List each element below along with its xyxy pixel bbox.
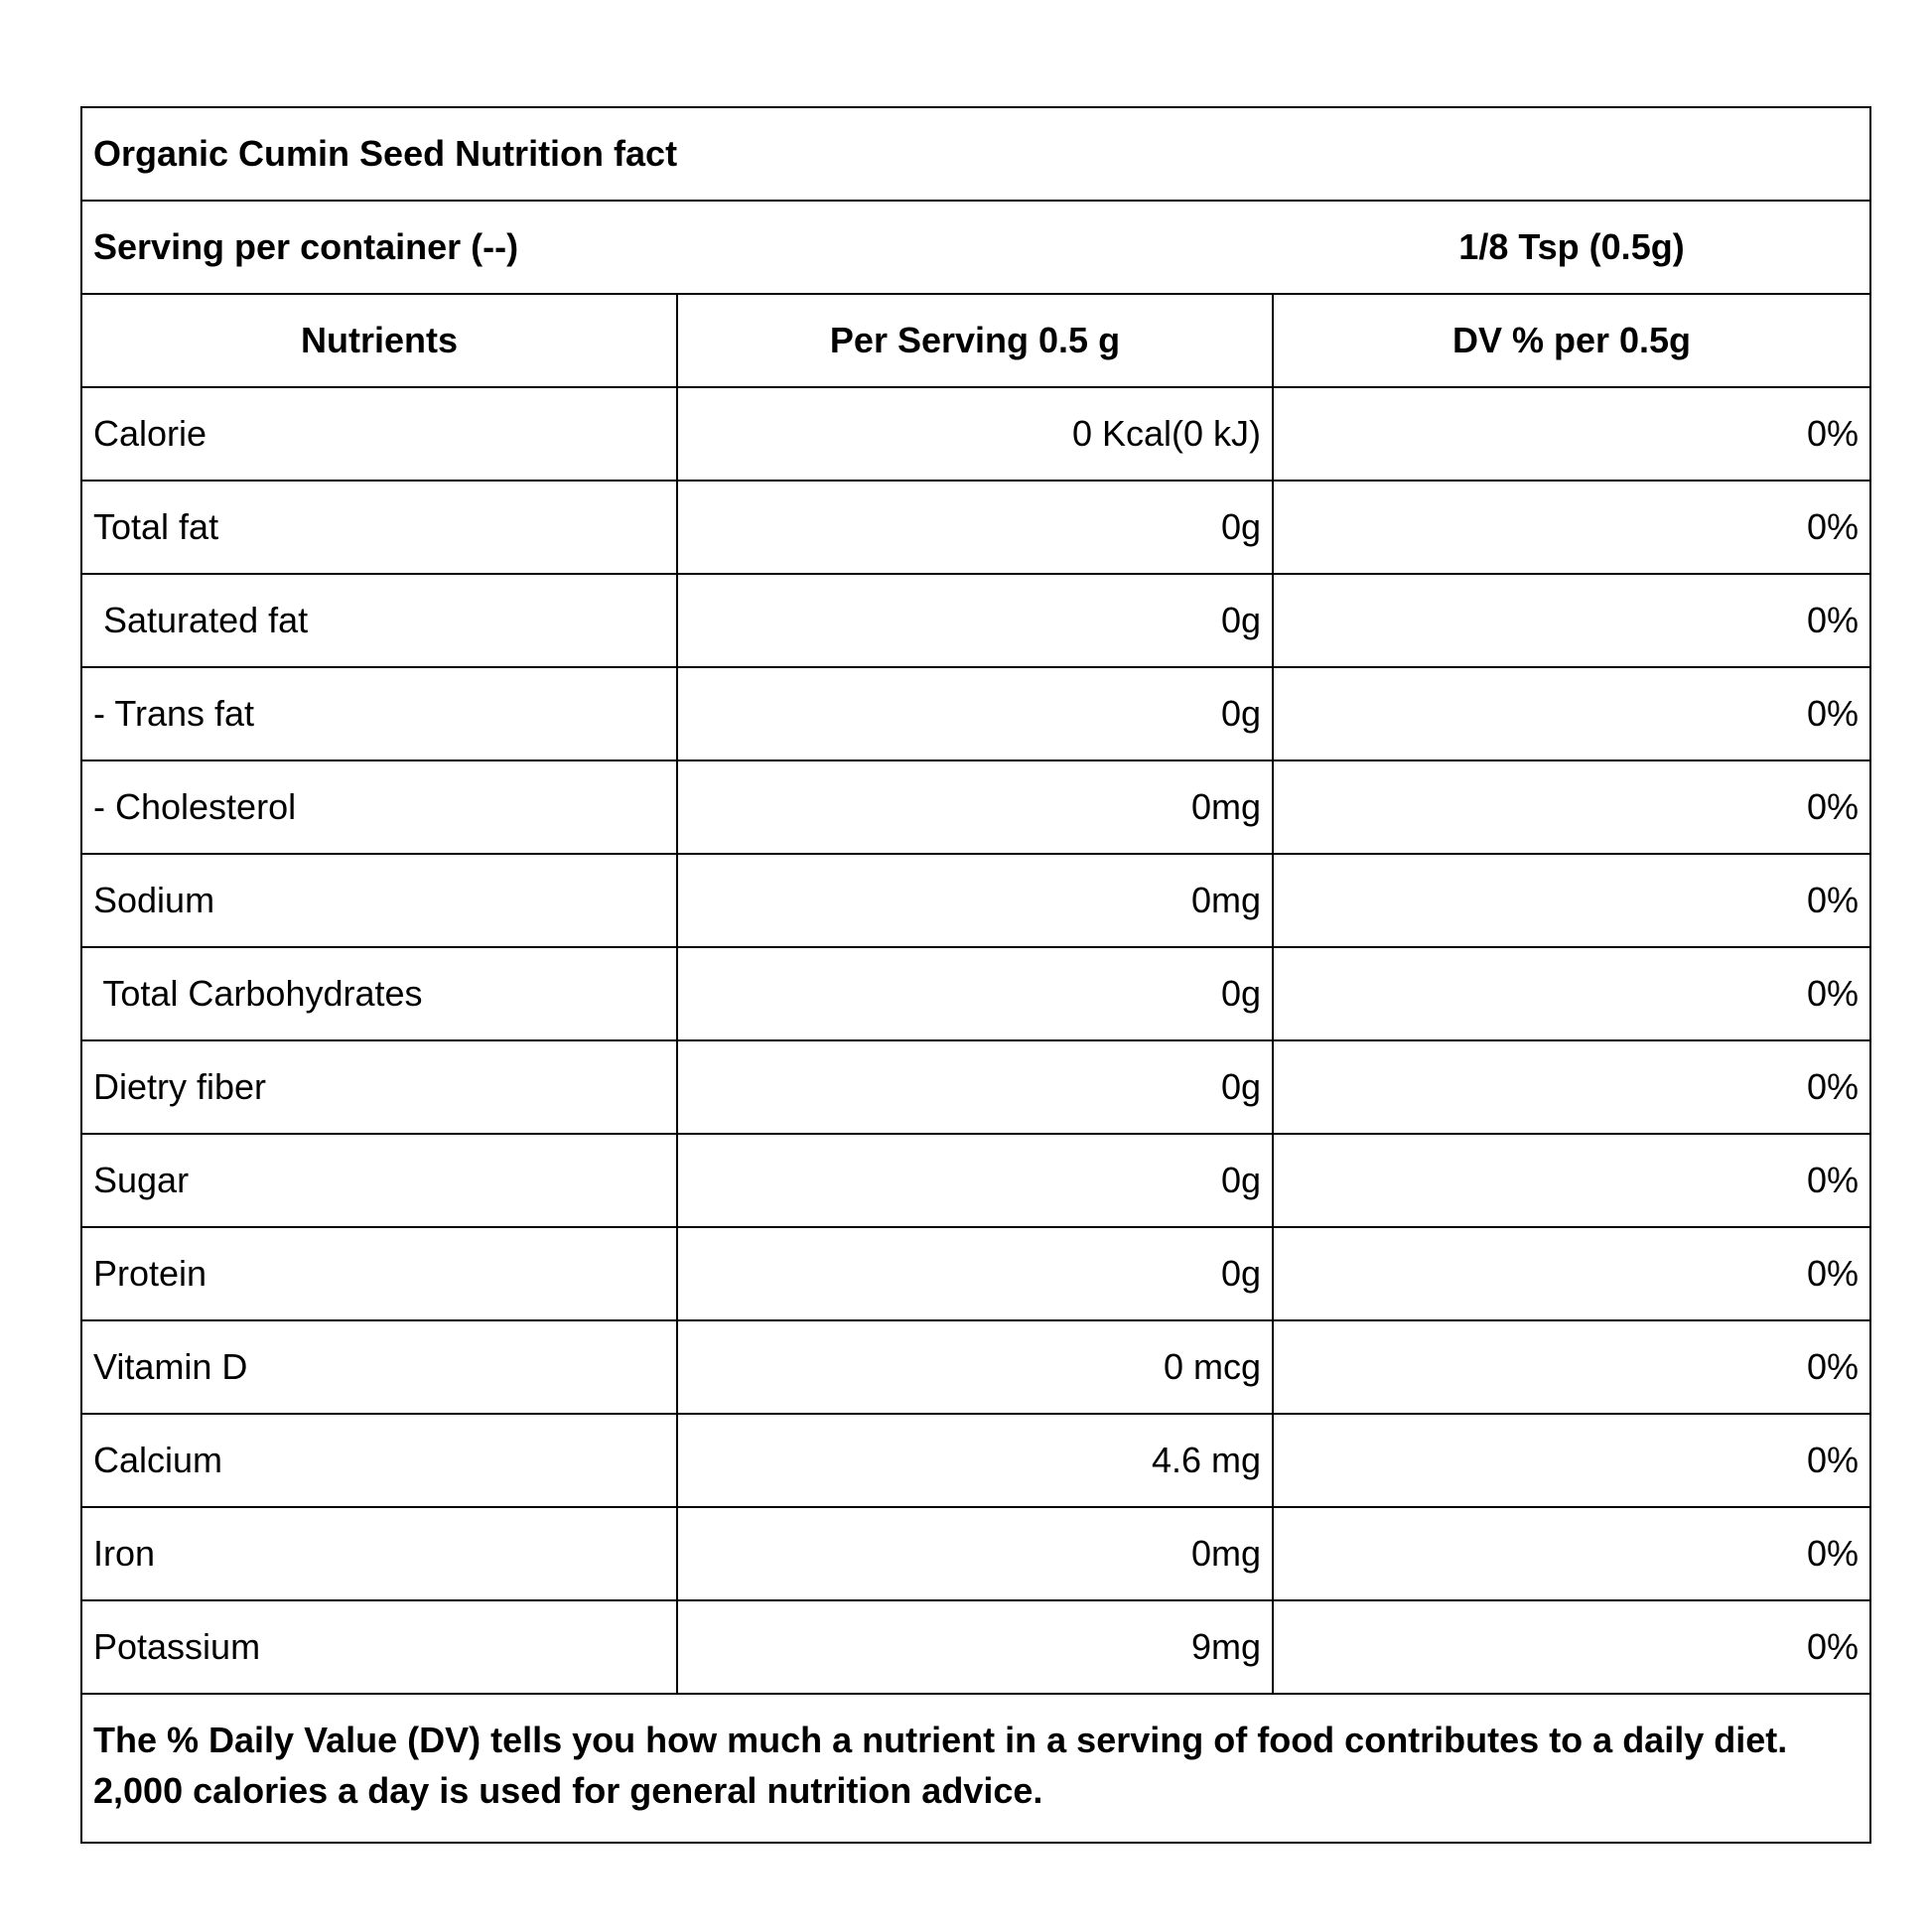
header-nutrients: Nutrients bbox=[82, 295, 678, 386]
nutrient-name: Dietry fiber bbox=[82, 1041, 678, 1133]
nutrient-name: Saturated fat bbox=[82, 575, 678, 666]
nutrient-name: Vitamin D bbox=[82, 1321, 678, 1413]
nutrient-amount: 0g bbox=[678, 482, 1274, 573]
table-row bbox=[82, 761, 1869, 855]
serving-row bbox=[82, 202, 1869, 295]
table-row bbox=[82, 575, 1869, 668]
table-row bbox=[82, 855, 1869, 948]
table-row bbox=[82, 948, 1869, 1041]
nutrient-dv: 0% bbox=[1806, 1626, 1859, 1667]
nutrient-dv: 0% bbox=[1806, 693, 1859, 734]
nutrient-name: Total Carbohydrates bbox=[82, 948, 678, 1039]
nutrient-name: Calorie bbox=[82, 388, 678, 480]
nutrient-name: Sugar bbox=[82, 1135, 678, 1226]
nutrient-name: Calcium bbox=[82, 1415, 678, 1506]
nutrient-dv: 0% bbox=[1806, 1253, 1859, 1294]
nutrient-amount: 0mg bbox=[678, 855, 1274, 946]
table-row bbox=[82, 668, 1869, 761]
serving-per-container: Serving per container (--) bbox=[93, 226, 519, 267]
header-dv: DV % per 0.5g bbox=[1451, 320, 1692, 360]
nutrient-name: Sodium bbox=[82, 855, 678, 946]
nutrient-name: Total fat bbox=[82, 482, 678, 573]
table-row bbox=[82, 1321, 1869, 1415]
nutrient-name: Iron bbox=[82, 1508, 678, 1599]
nutrient-amount: 0g bbox=[678, 948, 1274, 1039]
nutrient-dv: 0% bbox=[1806, 600, 1859, 640]
header-per-serving: Per Serving 0.5 g bbox=[678, 295, 1274, 386]
nutrient-amount: 0g bbox=[678, 668, 1274, 759]
table-row bbox=[82, 1601, 1869, 1695]
nutrient-amount: 0mg bbox=[678, 1508, 1274, 1599]
footer-row bbox=[82, 1695, 1869, 1842]
table-title: Organic Cumin Seed Nutrition fact bbox=[93, 133, 678, 174]
nutrient-amount: 0g bbox=[678, 1135, 1274, 1226]
nutrient-name: - Trans fat bbox=[82, 668, 678, 759]
nutrient-dv: 0% bbox=[1806, 1533, 1859, 1574]
table-row bbox=[82, 1135, 1869, 1228]
nutrient-amount: 0mg bbox=[678, 761, 1274, 853]
nutrient-name: Potassium bbox=[82, 1601, 678, 1693]
table-row bbox=[82, 1228, 1869, 1321]
nutrient-dv: 0% bbox=[1806, 506, 1859, 547]
table-row bbox=[82, 1415, 1869, 1508]
nutrient-dv: 0% bbox=[1806, 1066, 1859, 1107]
table-row bbox=[82, 388, 1869, 482]
nutrient-amount: 0 Kcal(0 kJ) bbox=[678, 388, 1274, 480]
table-row bbox=[82, 1508, 1869, 1601]
daily-value-disclaimer: The % Daily Value (DV) tells you how much a nutrient in a serving of food contributes to a daily diet. 2,000 calories a day is used for general nutrition advice. bbox=[93, 1720, 1788, 1811]
nutrient-name: - Cholesterol bbox=[82, 761, 678, 853]
nutrient-dv: 0% bbox=[1806, 973, 1859, 1014]
nutrient-amount: 4.6 mg bbox=[678, 1415, 1274, 1506]
nutrient-amount: 0g bbox=[678, 575, 1274, 666]
nutrient-dv: 0% bbox=[1806, 1346, 1859, 1387]
nutrient-amount: 9mg bbox=[678, 1601, 1274, 1693]
nutrient-amount: 0g bbox=[678, 1228, 1274, 1319]
table-row bbox=[82, 1041, 1869, 1135]
table-row bbox=[82, 482, 1869, 575]
nutrient-amount: 0g bbox=[678, 1041, 1274, 1133]
title-row bbox=[82, 108, 1869, 202]
nutrient-dv: 0% bbox=[1806, 786, 1859, 827]
nutrient-dv: 0% bbox=[1806, 1160, 1859, 1200]
column-header-row bbox=[82, 295, 1869, 388]
nutrition-facts-table bbox=[80, 106, 1871, 1844]
nutrient-dv: 0% bbox=[1806, 1440, 1859, 1480]
nutrient-dv: 0% bbox=[1806, 880, 1859, 920]
nutrient-dv: 0% bbox=[1806, 413, 1859, 454]
serving-size: 1/8 Tsp (0.5g) bbox=[1458, 226, 1685, 267]
nutrient-name: Protein bbox=[82, 1228, 678, 1319]
nutrient-amount: 0 mcg bbox=[678, 1321, 1274, 1413]
